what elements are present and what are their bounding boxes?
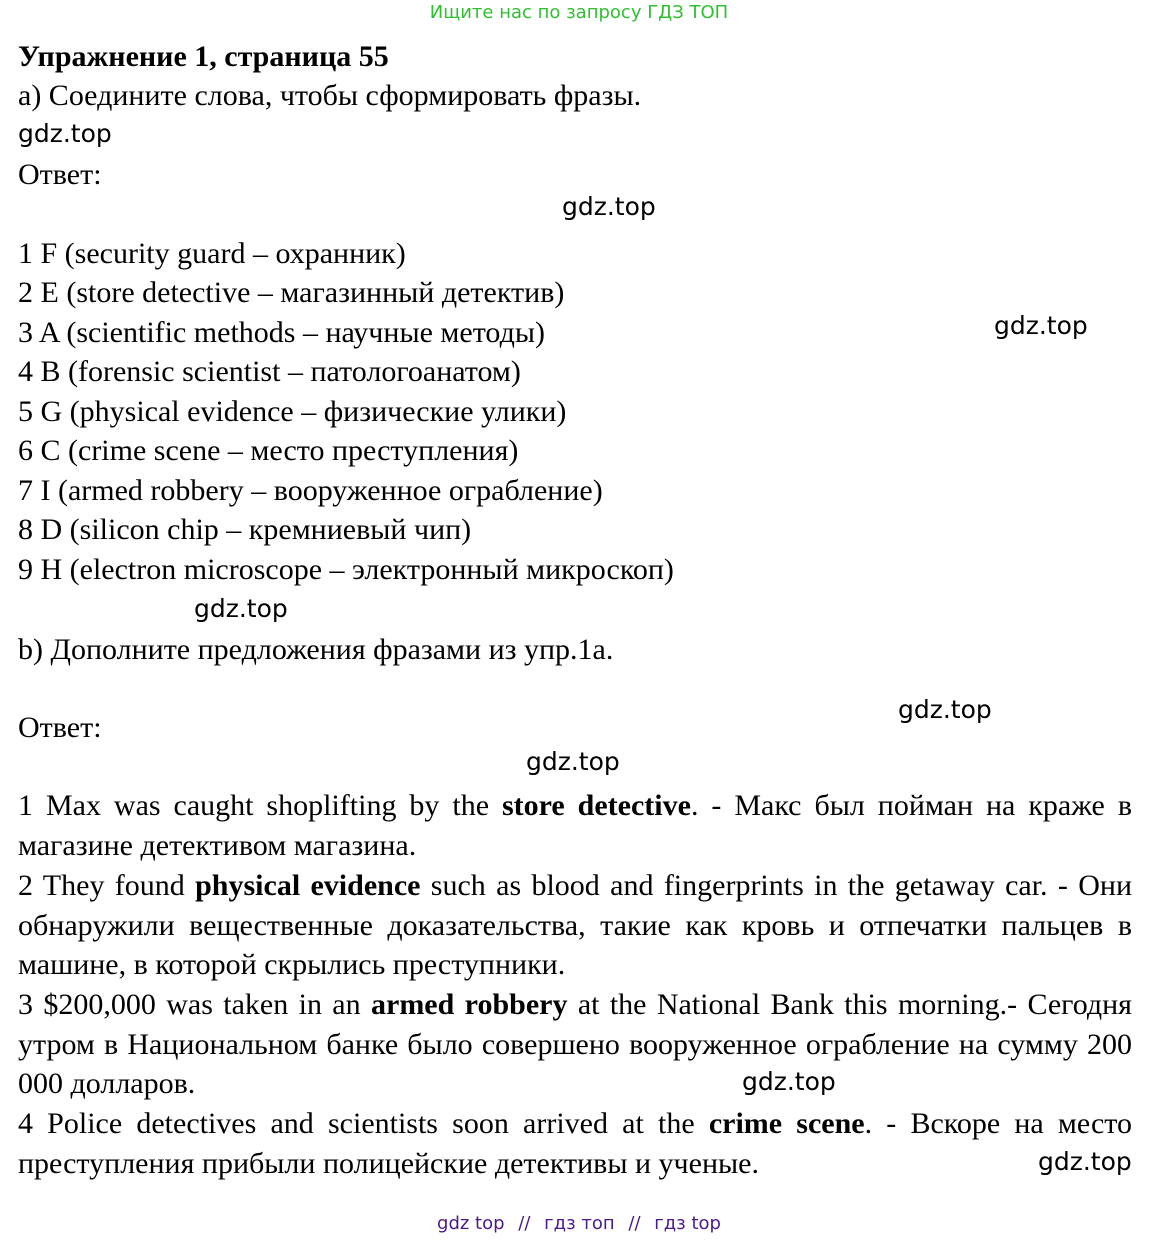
task-a-text: a) Соедините слова, чтобы сформировать фразы.: [18, 79, 642, 112]
watermark: gdz.top: [18, 119, 112, 148]
match-item-5: 5 G (physical evidence – физические улики): [18, 395, 567, 428]
page-title: Упражнение 1, страница 55: [18, 40, 389, 73]
task-b-text: b) Дополните предложения фразами из упр.1а.: [18, 633, 614, 666]
watermark: gdz.top: [562, 192, 656, 221]
answer-sentence-2: 2 They found physical evidence such as blood and fingerprints in the getaway car. - Они обнаружили вещественные доказательства, такие как кровь и отпечатки пальцев в машине, в которой скрылись преступники.: [18, 869, 1132, 982]
match-item-6: 6 C (crime scene – место преступления): [18, 434, 519, 467]
footer-link-gdz-top-mixed[interactable]: гдз top: [654, 1213, 721, 1234]
watermark: gdz.top: [994, 311, 1088, 340]
answer-sentence-4: 4 Police detectives and scientists soon arrived at the crime scene. - Вскоре на место преступления прибыли полицейские детективы и ученые.: [18, 1107, 1132, 1180]
watermark: gdz.top: [742, 1067, 836, 1096]
match-item-4: 4 B (forensic scientist – патологоанатом): [18, 355, 521, 388]
match-item-8: 8 D (silicon chip – кремниевый чип): [18, 513, 472, 546]
footer-link-gdz-top[interactable]: gdz top: [437, 1213, 505, 1234]
match-item-9: 9 H (electron microscope – электронный микроскоп): [18, 553, 674, 586]
match-item-1: 1 F (security guard – охранник): [18, 237, 406, 270]
footer-separator: //: [518, 1213, 531, 1234]
answer-sentence-3: 3 $200,000 was taken in an armed robbery at the National Bank this morning.- Сегодня утром в Национальном банке было совершено вооруженное ограбление на сумму 200 000 долларов.: [18, 988, 1132, 1101]
footer-separator: //: [628, 1213, 641, 1234]
search-hint-link[interactable]: Ищите нас по запросу ГДЗ ТОП: [429, 2, 729, 23]
footer-links: [0, 1213, 1158, 1234]
watermark: gdz.top: [194, 594, 288, 623]
match-item-7: 7 I (armed robbery – вооруженное ограбление): [18, 474, 603, 507]
footer-link-gdz-top-ru[interactable]: гдз топ: [544, 1213, 615, 1234]
match-item-3: 3 A (scientific methods – научные методы): [18, 316, 545, 349]
answer-sentence-1: 1 Max was caught shoplifting by the store detective. - Макс был пойман на краже в магазине детективом магазина.: [18, 789, 1132, 862]
match-item-2: 2 E (store detective – магазинный детектив): [18, 276, 565, 309]
watermark: gdz.top: [898, 695, 992, 724]
answer-label-b: Ответ:: [18, 711, 102, 744]
watermark: gdz.top: [526, 747, 620, 776]
answer-label-a: Ответ:: [18, 158, 102, 191]
watermark: gdz.top: [1038, 1147, 1132, 1176]
